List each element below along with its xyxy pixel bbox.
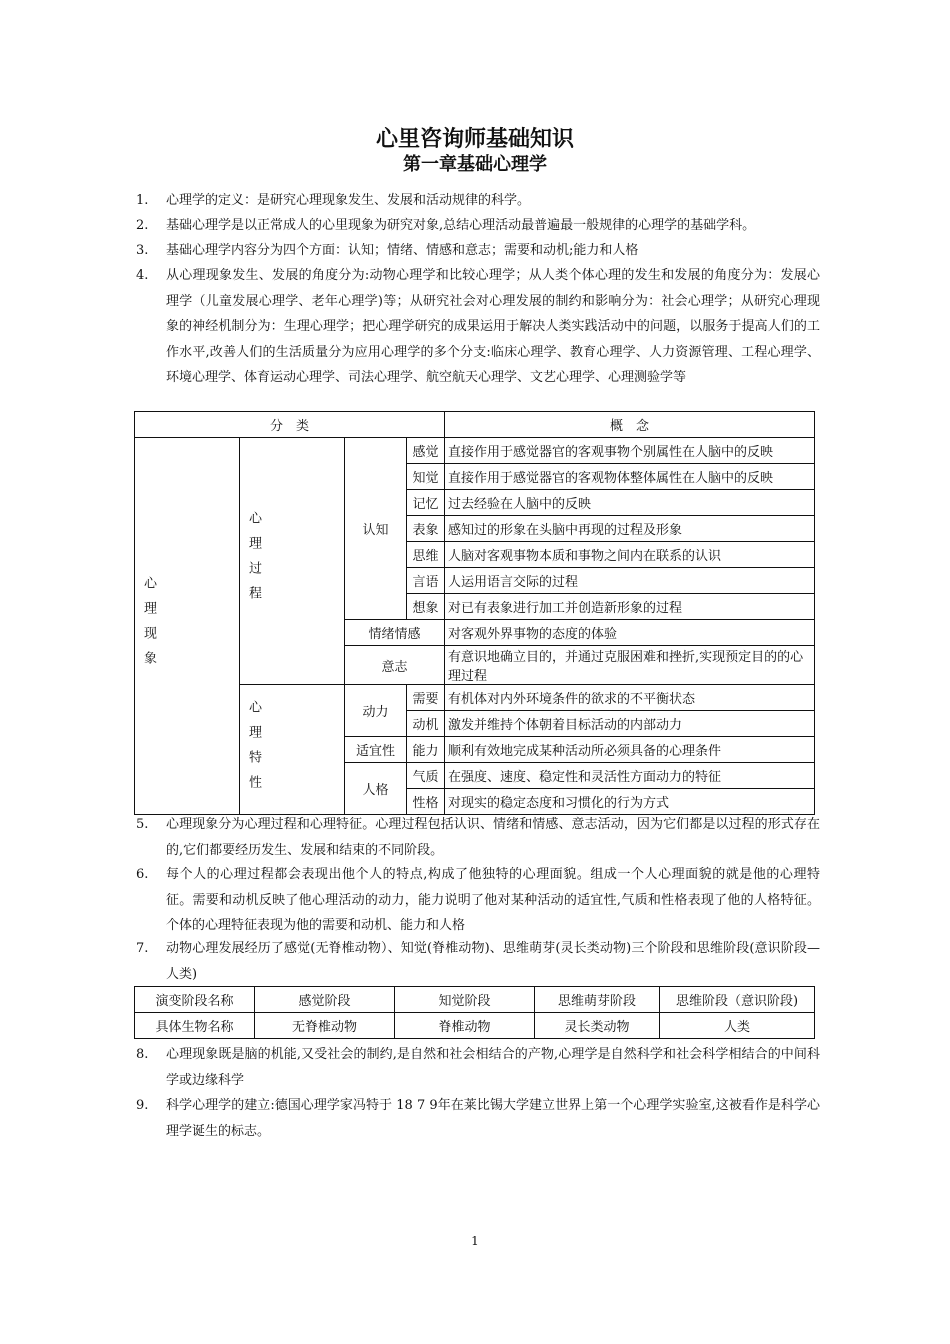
list-item: 6. 每个人的心理过程都会表现出他个人的特点,构成了他独特的心理面貌。组成一个人心理面貌的就是他的心理特征。需要和动机反映了他心理活动的动力，能力说明了他对某种活动的适宜性,气质和性格表现了他的人格特征。个体的心理特征表现为他的需要和动机、能力和人格 [136,867,820,933]
page-number: 1 [471,1234,479,1248]
definition-cell: 激发并维持个体朝着目标活动的内部动力 [445,711,815,737]
table-cell: 知觉阶段 [395,987,535,1013]
definition-cell: 在强度、速度、稳定性和灵活性方面动力的特征 [445,763,815,789]
definition-cell: 人脑对客观事物本质和事物之间内在联系的认识 [445,542,815,568]
definition-cell: 有意识地确立目的，并通过克服困难和挫折,实现预定目的的心理过程 [445,646,815,685]
list-item: 8. 心理现象既是脑的机能,又受社会的制约,是自然和社会相结合的产物,心理学是自然科学和社会科学相结合的中间科学或边缘科学 [136,1047,820,1088]
group-mental-process: 心理过程 [240,438,345,685]
definition-cell: 直接作用于感觉器官的客观事物个别属性在人脑中的反映 [445,438,815,464]
definition-cell: 感知过的形象在头脑中再现的过程及形象 [445,516,815,542]
definition-cell: 人运用语言交际的过程 [445,568,815,594]
table-cell: 思维萌芽阶段 [535,987,660,1013]
table-cell: 脊椎动物 [395,1013,535,1039]
definition-cell: 顺利有效地完成某种活动所必须具备的心理条件 [445,737,815,763]
group-mental-trait: 心理特性 [240,685,345,815]
term-cell: 能力 [407,737,445,763]
document-title: 心里咨询师基础知识 [375,126,574,152]
term-cell: 动机 [407,711,445,737]
cognition-label: 认知 [345,438,407,620]
term-cell: 言语 [407,568,445,594]
psychology-classification-table [134,411,815,815]
term-cell: 思维 [407,542,445,568]
list-item: 1. 心理学的定义：是研究心理现象发生、发展和活动规律的科学。 [136,193,531,208]
list-item: 9. 科学心理学的建立:德国心理学家冯特于 18 7 9年在莱比锡大学建立世界上第一个心理学实验室,这被看作是科学心理学诞生的标志。 [136,1098,820,1139]
header-concept: 概 念 [445,412,815,438]
list-item: 4. 从心理现象发生、发展的角度分为:动物心理学和比较心理学；从人类个体心理的发生和发展的角度分为：发展心理学（儿童发展心理学、老年心理学)等；从研究社会对心理发展的制约和影响分为：社会心理学；从研究心理现象的神经机制分为：生理心理学；把心理学研究的成果运用于解决人类实践活动中的问题，以服务于提高人们的工作水平,改善人们的生活质量分为应用心理学的多个分支:临床心理学、教育心理学、人力资源管理、工程心理学、环境心理学、体育运动心理学、司法心理学、航空航天心理学、文艺心理学、心理测验学等 [136,268,820,385]
term-cell: 性格 [407,789,445,815]
motive-label: 动力 [345,685,407,737]
table-cell: 具体生物名称 [135,1013,255,1039]
table-cell: 灵长类动物 [535,1013,660,1039]
table-cell: 思维阶段（意识阶段) [660,987,815,1013]
group-mental-phenomena: 心理现象 [135,438,240,815]
definition-cell: 对现实的稳定态度和习惯化的行为方式 [445,789,815,815]
adapt-label: 适宜性 [345,737,407,763]
definition-cell: 直接作用于感觉器官的客观物体整体属性在人脑中的反映 [445,464,815,490]
header-category: 分 类 [135,412,445,438]
table-cell: 无脊椎动物 [255,1013,395,1039]
table-cell: 感觉阶段 [255,987,395,1013]
chapter-title: 第一章基础心理学 [403,154,547,175]
term-cell: 需要 [407,685,445,711]
list-item: 7. 动物心理发展经历了感觉(无脊椎动物）、知觉(脊椎动物)、思维萌芽(灵长类动物)三个阶段和思维阶段(意识阶段—人类) [136,941,820,982]
definition-cell: 有机体对内外环境条件的欲求的不平衡状态 [445,685,815,711]
definition-cell: 对客观外界事物的态度的体验 [445,620,815,646]
table-cell: 人类 [660,1013,815,1039]
definition-cell: 对已有表象进行加工并创造新形象的过程 [445,594,815,620]
term-cell: 知觉 [407,464,445,490]
personality-label: 人格 [345,763,407,815]
list-item: 2. 基础心理学是以正常成人的心里现象为研究对象,总结心理活动最普遍最一般规律的心理学的基础学科。 [136,218,756,233]
evolution-stage-table [134,986,815,1039]
term-cell: 气质 [407,763,445,789]
table-cell: 演变阶段名称 [135,987,255,1013]
term-cell: 意志 [345,646,445,685]
term-cell: 情绪情感 [345,620,445,646]
list-item: 3. 基础心理学内容分为四个方面：认知；情绪、情感和意志；需要和动机;能力和人格 [136,243,639,258]
definition-cell: 过去经验在人脑中的反映 [445,490,815,516]
term-cell: 记忆 [407,490,445,516]
term-cell: 想象 [407,594,445,620]
list-item: 5. 心理现象分为心理过程和心理特征。心理过程包括认识、情绪和情感、意志活动，因为它们都是以过程的形式存在的,它们都要经历发生、发展和结束的不同阶段。 [136,817,820,858]
term-cell: 感觉 [407,438,445,464]
term-cell: 表象 [407,516,445,542]
